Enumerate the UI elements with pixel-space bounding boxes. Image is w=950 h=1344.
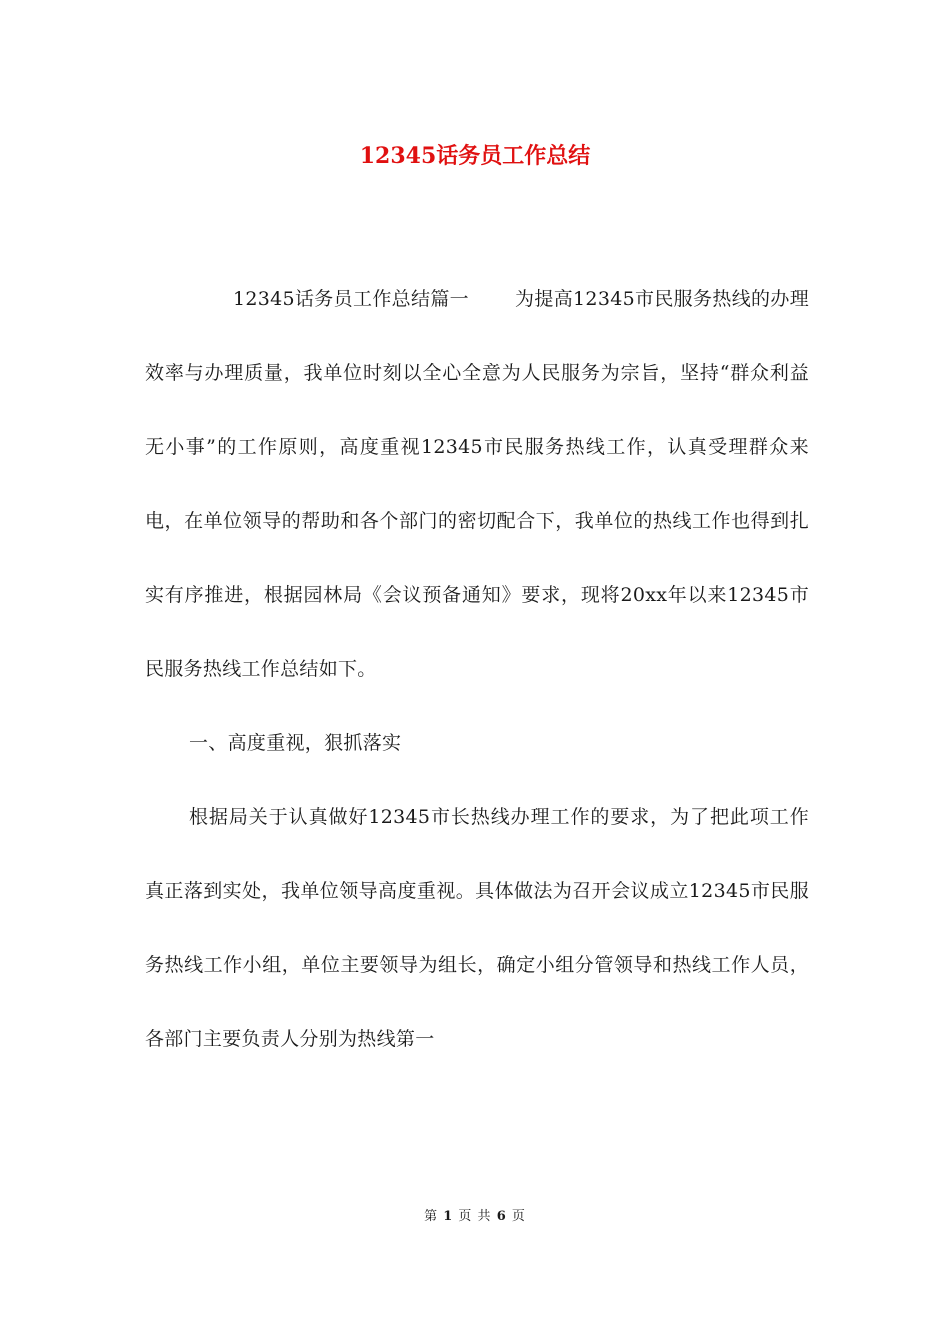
footer-middle: 页 共	[458, 1209, 492, 1224]
document-body	[145, 262, 809, 1076]
paragraph-intro-text: 为提高12345市民服务热线的办理效率与办理质量，我单位时刻以全心全意为人民服务为宗旨，坚持“群众利益无小事”的工作原则，高度重视12345市民服务热线工作，认真受理群众来电，在单位领导的帮助和各个部门的密切配合下，我单位的热线工作也得到扎实有序推进，根据园林局《会议预备通知》要求，现将20xx年以来12345市民服务热线工作总结如下。	[145, 288, 809, 680]
paragraph-section-1: 根据局关于认真做好12345市长热线办理工作的要求，为了把此项工作真正落到实处，我单位领导高度重视。具体做法为召开会议成立12345市民服务热线工作小组，单位主要领导为组长，确定小组分管领导和热线工作人员，各部门主要负责人分别为热线第一	[145, 806, 809, 1050]
inline-section-heading: 12345话务员工作总结篇一	[233, 288, 469, 310]
footer-current-page: 1	[443, 1209, 454, 1224]
footer-prefix: 第	[424, 1209, 439, 1224]
page-footer	[0, 1207, 950, 1227]
footer-suffix: 页	[511, 1209, 526, 1224]
paragraph-intro	[145, 262, 809, 706]
footer-total-pages: 6	[496, 1209, 507, 1224]
document-title: 12345话务员工作总结	[359, 143, 591, 169]
section-heading-1: 一、高度重视，狠抓落实	[189, 732, 402, 754]
